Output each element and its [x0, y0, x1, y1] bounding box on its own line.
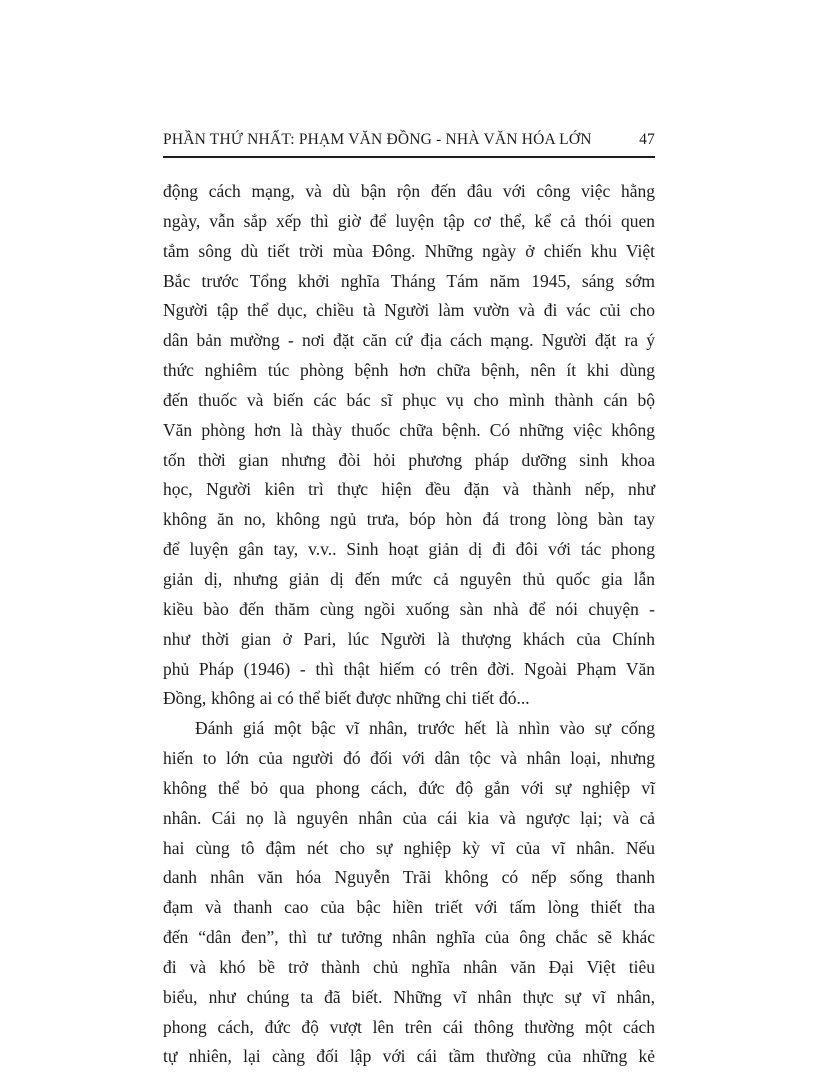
- text-line: dân bản mường - nơi đặt căn cứ địa cách mạng. Người đặt ra ý: [163, 330, 655, 351]
- text-line: Đồng, không ai có thể biết được những chi tiết đó...: [163, 688, 530, 709]
- text-line: danh nhân văn hóa Nguyễn Trãi không có nếp sống thanh: [163, 867, 655, 888]
- text-line: học, Người kiên trì thực hiện đều đặn và thành nếp, như: [163, 479, 655, 500]
- text-line: phủ Pháp (1946) - thì thật hiếm có trên đời. Ngoài Phạm Văn: [163, 658, 655, 679]
- page-number: 47: [639, 131, 655, 148]
- text-line: hiến to lớn của người đó đối với dân tộc và nhân loại, nhưng: [163, 748, 655, 769]
- text-line: đạm và thanh cao của bậc hiền triết với tấm lòng thiết tha: [163, 897, 655, 918]
- page-body: [163, 177, 655, 1072]
- text-line: thức nghiêm túc phòng bệnh hơn chữa bệnh, nên ít khi dùng: [163, 360, 655, 381]
- text-line: phong cách, đức độ vượt lên trên cái thông thường một cách: [163, 1016, 655, 1037]
- text-line: tự nhiên, lại càng đối lập với cái tầm thường của những kẻ: [163, 1046, 655, 1067]
- text-line: đi và khó bề trở thành chủ nghĩa nhân văn Đại Việt tiêu: [163, 956, 655, 977]
- text-line: đến thuốc và biến các bác sĩ phục vụ cho mình thành cán bộ: [163, 389, 655, 410]
- text-line: biểu, như chúng ta đã biết. Những vĩ nhân thực sự vĩ nhân,: [163, 986, 655, 1007]
- running-header: [163, 131, 655, 158]
- text-line: Người tập thể dục, chiều tà Người làm vườn và đi vác củi cho: [163, 300, 655, 321]
- text-line: Bắc trước Tổng khởi nghĩa Tháng Tám năm 1945, sáng sớm: [163, 270, 655, 291]
- header-title: PHẦN THỨ NHẤT: PHẠM VĂN ĐỒNG - NHÀ VĂN HÓA LỚN: [163, 131, 592, 148]
- text-line: đến “dân đen”, thì tư tưởng nhân nghĩa của ông chắc sẽ khác: [163, 927, 655, 948]
- text-line: không ăn no, không ngủ trưa, bóp hòn đá trong lòng bàn tay: [163, 509, 655, 530]
- text-line: để luyện gân tay, v.v.. Sinh hoạt giản dị đi đôi với tác phong: [163, 539, 655, 560]
- text-line: như thời gian ở Pari, lúc Người là thượng khách của Chính: [163, 628, 655, 649]
- text-line: Văn phòng hơn là thày thuốc chữa bệnh. Có những việc không: [163, 419, 655, 440]
- text-line: giản dị, nhưng giản dị đến mức cả nguyên thủ quốc gia lẫn: [163, 568, 655, 589]
- text-line: hai cùng tô đậm nét cho sự nghiệp kỳ vĩ của vĩ nhân. Nếu: [163, 837, 655, 858]
- text-line: Đánh giá một bậc vĩ nhân, trước hết là nhìn vào sự cống: [195, 718, 655, 739]
- text-line: nhân. Cái nọ là nguyên nhân của cái kia và ngược lại; và cả: [163, 807, 655, 828]
- text-line: kiều bào đến thăm cùng ngồi xuống sàn nhà để nói chuyện -: [163, 598, 655, 619]
- text-line: ngày, vẫn sắp xếp thì giờ để luyện tập cơ thể, kể cả thói quen: [163, 210, 655, 231]
- text-line: tốn thời gian nhưng đòi hỏi phương pháp dưỡng sinh khoa: [163, 449, 655, 470]
- text-line: động cách mạng, và dù bận rộn đến đâu với công việc hằng: [163, 181, 655, 201]
- text-line: tắm sông dù tiết trời mùa Đông. Những ngày ở chiến khu Việt: [163, 240, 655, 261]
- text-line: không thể bỏ qua phong cách, đức độ gắn với sự nghiệp vĩ: [163, 777, 655, 798]
